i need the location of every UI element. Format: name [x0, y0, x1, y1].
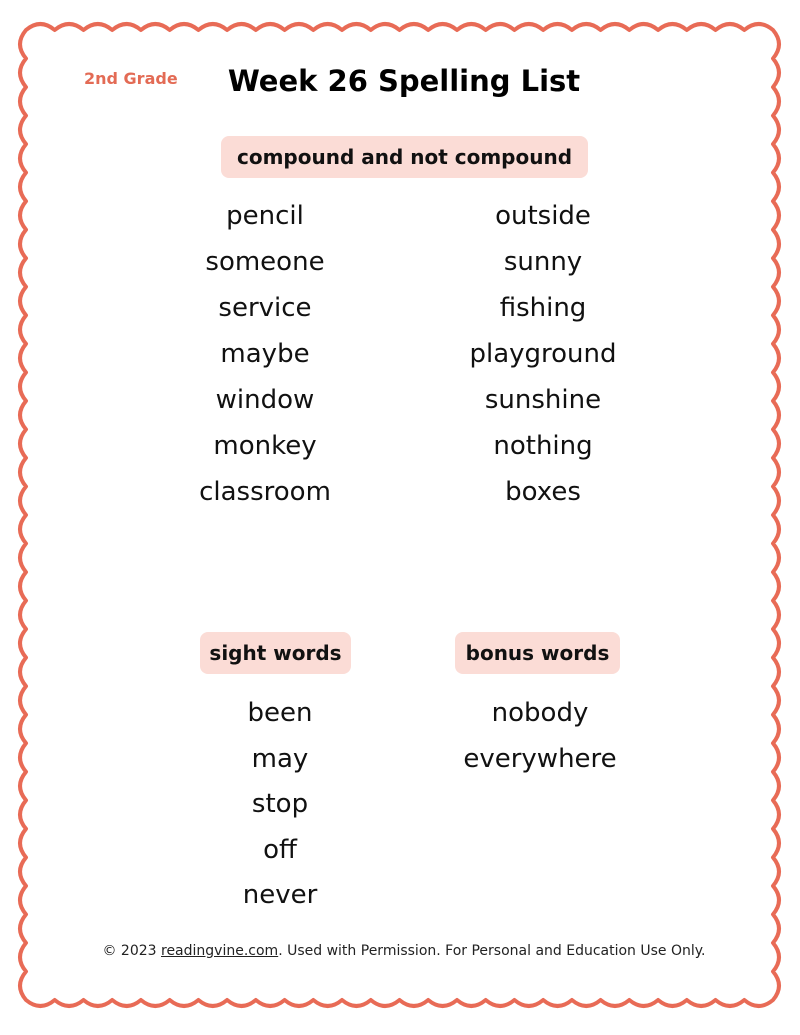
list-item: stop [251, 789, 309, 819]
footer-link[interactable]: readingvine.com [161, 943, 279, 959]
word-column-bonus [430, 691, 650, 782]
footer-copyright: © 2023 [102, 943, 161, 959]
list-item: nobody [491, 698, 589, 728]
list-item: sunshine [484, 385, 602, 415]
list-item: pencil [226, 201, 304, 231]
page-title: Week 26 Spelling List [227, 64, 581, 98]
list-item: never [242, 880, 318, 910]
word-column-sight [190, 691, 370, 919]
list-item: service [218, 293, 312, 323]
list-item: off [263, 834, 297, 865]
list-item: been [247, 698, 313, 728]
list-item: sunny [503, 247, 583, 277]
list-item: window [215, 385, 315, 415]
list-item: everywhere [463, 743, 617, 774]
word-column-left [165, 193, 365, 515]
footer-terms: . Used with Permission. For Personal and Education Use Only. [278, 943, 706, 959]
footer [0, 943, 800, 959]
list-item: outside [495, 201, 591, 231]
list-item: monkey [213, 431, 317, 461]
list-item: someone [205, 247, 325, 277]
section-label-bonus-words: bonus words [455, 632, 620, 674]
list-item: classroom [199, 477, 331, 507]
list-item: nothing [493, 431, 593, 461]
list-item: boxes [505, 477, 581, 507]
section-label-compound: compound and not compound [221, 136, 588, 178]
list-item: playground [469, 339, 617, 369]
section-label-sight-words: sight words [200, 632, 351, 674]
grade-label: 2nd Grade [84, 69, 178, 88]
list-item: may [251, 743, 309, 774]
list-item: maybe [220, 339, 310, 369]
list-item: fishing [499, 293, 587, 323]
word-column-right [433, 193, 653, 515]
